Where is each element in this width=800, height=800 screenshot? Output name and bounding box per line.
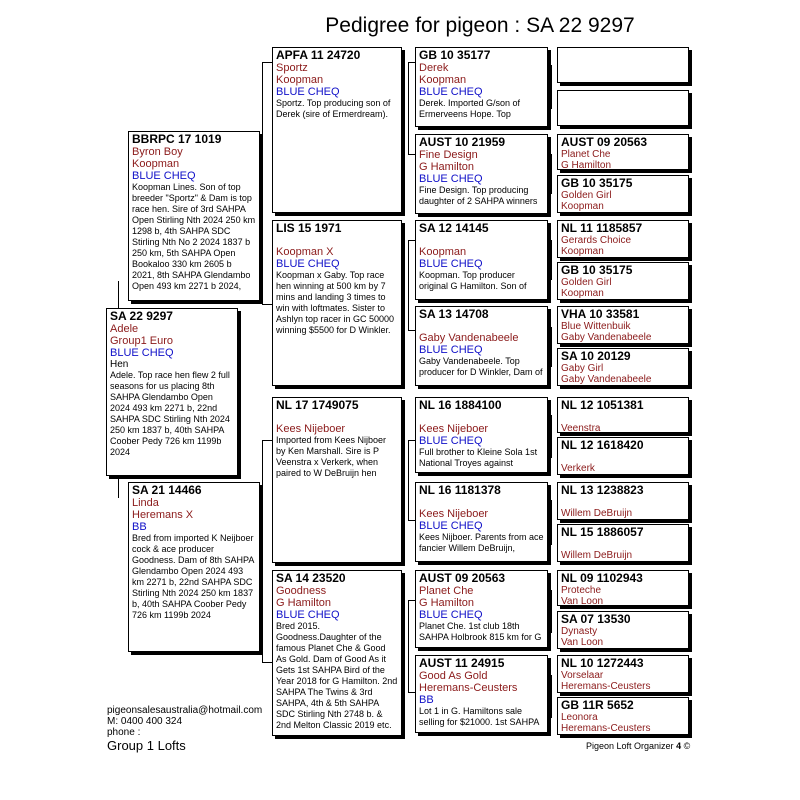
ancestor-card[interactable]	[557, 90, 689, 126]
bird-color: BLUE CHEQ	[419, 520, 483, 532]
software-credit	[586, 741, 690, 751]
ring-number: APFA 11 24720	[276, 48, 361, 62]
bird-notes: Fine Design. Top producing daughter of 2 SAHPA winners	[419, 185, 538, 206]
bird-name: Vorselaar	[561, 670, 604, 681]
bird-color: BLUE CHEQ	[419, 609, 483, 621]
ring-number: AUST 09 20563	[561, 135, 648, 149]
bird-name: Good As Gold	[419, 670, 488, 682]
bird-notes: Koopman x Gaby. Top race hen winning at 500 km by 7 mins and landing 3 times to win with loftmates. Sister to Ashlyn top racer in GC 50000 winning $5500 for D Winkler.	[276, 270, 395, 335]
grandparent-card[interactable]	[272, 220, 402, 386]
bird-name: Adele	[110, 323, 139, 335]
bird-color: BB	[419, 694, 434, 706]
great-grandparent-card[interactable]	[415, 397, 548, 473]
bird-owner: Koopman	[561, 246, 604, 257]
ancestor-card[interactable]	[557, 697, 689, 735]
connector-line	[408, 240, 409, 330]
bird-owner: Gaby Vandenabeele	[419, 332, 519, 344]
bird-color: BLUE CHEQ	[132, 170, 196, 182]
bird-owner: Van Loon	[561, 637, 604, 648]
connector-line	[118, 281, 119, 308]
connector-line	[262, 440, 272, 441]
ring-number: BBRPC 17 1019	[132, 132, 222, 146]
ring-number: SA 07 13530	[561, 612, 631, 626]
ancestor-card[interactable]	[557, 47, 689, 83]
bird-owner: G Hamilton	[276, 597, 332, 609]
bird-name: Gerards Choice	[561, 235, 632, 246]
connector-line	[551, 240, 552, 280]
bird-color: BLUE CHEQ	[276, 609, 340, 621]
connector-line	[408, 240, 415, 241]
subject-card[interactable]	[106, 308, 238, 476]
bird-name: Planet Che	[561, 149, 611, 160]
bird-owner: G Hamilton	[419, 597, 475, 609]
ring-number: SA 10 20129	[561, 349, 631, 363]
bird-name: Blue Wittenbuik	[561, 321, 631, 332]
bird-color: BLUE CHEQ	[419, 173, 483, 185]
bird-owner: Verkerk	[561, 463, 595, 474]
bird-owner: G Hamilton	[561, 160, 612, 170]
connector-line	[551, 675, 552, 718]
bird-name: Goodness	[276, 585, 327, 597]
software-name: Pigeon Loft Organizer	[586, 741, 674, 751]
connector-line	[408, 330, 415, 331]
bird-notes: Kees Nijboer. Parents from ace fancier Willem DeBruijn,	[419, 532, 544, 553]
ring-number: AUST 09 20563	[419, 571, 506, 585]
connector-line	[408, 62, 415, 63]
ring-number: NL 13 1238823	[561, 483, 644, 497]
bird-owner: Koopman	[419, 246, 467, 258]
ring-number: SA 22 9297	[110, 309, 173, 323]
connector-line	[408, 62, 409, 154]
connector-line	[408, 440, 409, 520]
ring-number: SA 12 14145	[419, 221, 489, 235]
great-grandparent-card[interactable]	[415, 134, 548, 214]
ancestor-card[interactable]	[557, 220, 689, 258]
bird-owner: Willem DeBruijn	[561, 550, 633, 561]
connector-line	[408, 692, 415, 693]
bird-owner: Koopman X	[276, 246, 334, 258]
bird-name: Byron Boy	[132, 146, 183, 158]
bird-owner: Group1 Euro	[110, 335, 173, 347]
connector-line	[408, 154, 415, 155]
ring-number: GB 11R 5652	[561, 698, 634, 712]
ancestor-card[interactable]	[557, 175, 689, 213]
ring-number: GB 10 35175	[561, 176, 633, 190]
bird-name: Gaby Girl	[561, 363, 604, 374]
connector-line	[262, 62, 263, 304]
connector-line	[551, 500, 552, 545]
software-version: 4	[676, 741, 682, 751]
bird-owner: Kees Nijeboer	[419, 423, 489, 435]
bird-owner: Gaby Vandenabeele	[561, 332, 652, 343]
ancestor-card[interactable]	[557, 134, 689, 170]
ring-number: AUST 11 24915	[419, 656, 505, 670]
bird-owner: Koopman	[419, 74, 467, 86]
bird-owner: Koopman	[561, 288, 604, 299]
ring-number: NL 12 1051381	[561, 398, 644, 412]
bird-notes: Sportz. Top producing son of Derek (sire of Ermerdream).	[276, 98, 391, 119]
bird-name: Fine Design	[419, 149, 478, 161]
ancestor-card[interactable]	[557, 348, 689, 386]
bird-owner: Kees Nijeboer	[419, 508, 489, 520]
bird-name: Leonora	[561, 712, 598, 723]
ring-number: NL 12 1618420	[561, 438, 644, 452]
bird-name: Derek	[419, 62, 449, 74]
bird-color: BLUE CHEQ	[419, 344, 483, 356]
contact-mobile: M: 0400 400 324	[107, 716, 183, 727]
connector-line	[551, 590, 552, 633]
bird-color: BLUE CHEQ	[419, 258, 483, 270]
bird-owner: Kees Nijeboer	[276, 423, 346, 435]
bird-notes: Imported from Kees Nijboer by Ken Marshall. Sire is P Veenstra x Verkerk, when paired to W DeBruijn hen	[276, 435, 387, 478]
grandparent-card[interactable]	[272, 570, 402, 736]
ring-number: NL 09 1102943	[561, 571, 643, 585]
ring-number: NL 15 1886057	[561, 525, 644, 539]
bird-color: BLUE CHEQ	[110, 347, 174, 359]
ring-number: NL 17 1749075	[276, 398, 359, 412]
ring-number: NL 11 1185857	[561, 221, 643, 235]
connector-line	[551, 154, 552, 194]
connector-line	[408, 520, 415, 521]
contact-phone: phone :	[107, 727, 141, 738]
bird-name: Golden Girl	[561, 277, 612, 288]
ancestor-card[interactable]	[557, 611, 689, 649]
ancestor-card[interactable]	[557, 482, 689, 520]
bird-owner: Koopman	[132, 158, 180, 170]
bird-sex: Hen	[110, 359, 129, 370]
connector-line	[262, 304, 272, 305]
connector-line	[551, 65, 552, 109]
ancestor-card[interactable]	[557, 262, 689, 300]
bird-owner: Heremans-Ceusters	[419, 682, 518, 694]
connector-line	[551, 327, 552, 367]
bird-notes: Adele. Top race hen flew 2 full seasons for us placing 8th SAHPA Glendambo Open 2024 493 km 2271 b, 22nd SAHPA SDC Stirling Nth 2024 250 km 1837 b, 40th SAHPA Coober Pedy 726 km 1199b 2024	[110, 370, 230, 457]
great-grandparent-card[interactable]	[415, 570, 548, 648]
ring-number: GB 10 35177	[419, 48, 491, 62]
ring-number: NL 16 1884100	[419, 398, 502, 412]
bird-notes: Planet Che. 1st club 18th SAHPA Holbrook 815 km for G	[419, 621, 542, 642]
ring-number: LIS 15 1971	[276, 221, 342, 235]
ancestor-card[interactable]	[557, 570, 689, 606]
ring-number: AUST 10 21959	[419, 135, 506, 149]
ring-number: SA 13 14708	[419, 307, 489, 321]
ancestor-card[interactable]	[557, 306, 689, 344]
bird-color: BLUE CHEQ	[419, 435, 483, 447]
ring-number: GB 10 35175	[561, 263, 633, 277]
ring-number: VHA 10 33581	[561, 307, 640, 321]
ancestor-card[interactable]	[557, 655, 689, 693]
bird-color: BLUE CHEQ	[276, 86, 340, 98]
great-grandparent-card[interactable]	[415, 306, 548, 386]
bird-owner: Heremans-Ceusters	[561, 723, 651, 734]
connector-line	[408, 440, 415, 441]
bird-owner: Koopman	[276, 74, 324, 86]
connector-line	[118, 476, 119, 498]
great-grandparent-card[interactable]	[415, 655, 548, 733]
bird-owner: Gaby Vandenabeele	[561, 374, 652, 385]
ring-number: SA 21 14466	[132, 483, 202, 497]
connector-line	[262, 662, 272, 663]
great-grandparent-card[interactable]	[415, 220, 548, 300]
bird-notes: Koopman Lines. Son of top breeder "Sportz" & Dam is top race hen. Sire of 3rd SAHPA Open Stirling Nth 2024 250 km 1298 b, 4th SAHPA SDC Stirling Nth No 2 2024 1837 b 250 km, 5th SAHPA Open Bookaloo 330 km 2605 b 2021, 8th SAHPA Glendambo Open 493 km 2271 b 2024,	[132, 182, 256, 291]
connector-line	[408, 600, 415, 601]
connector-line	[262, 62, 272, 63]
ring-number: NL 10 1272443	[561, 656, 644, 670]
bird-name: Golden Girl	[561, 190, 612, 201]
bird-name: Sportz	[276, 62, 308, 74]
bird-owner: Heremans-Ceusters	[561, 681, 651, 692]
bird-owner: Willem DeBruijn	[561, 508, 633, 519]
bird-notes: Bred 2015. Goodness.Daughter of the famous Planet Che & Good As Gold. Dam of Good As it Gets 1st SAHPA Bird of the Year 2018 for G Hamilton. 2nd SAHPA The Twins & 3rd SAHPA, 4th & 5th SAHPA SDC Stirling Nth 2748 b. & 2nd Melton Classic 2019 etc.	[276, 621, 398, 730]
bird-name: Linda	[132, 497, 159, 509]
great-grandparent-card[interactable]	[415, 482, 548, 562]
bird-name: Dynasty	[561, 626, 598, 637]
bird-color: BLUE CHEQ	[419, 86, 483, 98]
grandparent-card[interactable]	[272, 47, 402, 213]
ancestor-card[interactable]	[557, 437, 689, 475]
bird-notes: Lot 1 in G. Hamiltons sale selling for $21000. 1st SAHPA	[419, 706, 540, 727]
bird-notes: Derek. Imported G/son of Ermerveens Hope. Top	[419, 98, 521, 119]
great-grandparent-card[interactable]	[415, 47, 548, 127]
bird-owner: Van Loon	[561, 596, 604, 606]
bird-color: BLUE CHEQ	[276, 258, 340, 270]
bird-owner: Koopman	[561, 201, 604, 212]
copyright-symbol: ©	[683, 741, 691, 751]
page-title: Pedigree for pigeon : SA 22 9297	[325, 14, 635, 37]
bird-color: BB	[132, 521, 147, 533]
bird-name: Proteche	[561, 585, 602, 596]
bird-notes: Bred from imported K Neijboer cock & ace producer Goodness. Dam of 8th SAHPA Glendambo Open 2024 493 km 2271 b, 22nd SAHPA SDC Stirling Nth 2024 250 km 1837 b, 40th SAHPA Coober Pedy 726 km 1199b 2024	[132, 533, 254, 620]
connector-line	[408, 600, 409, 692]
bird-notes: Koopman. Top producer original G Hamilton. Son of	[419, 270, 527, 291]
connector-line	[551, 415, 552, 458]
ring-number: SA 14 23520	[276, 571, 346, 585]
bird-name: Planet Che	[419, 585, 474, 597]
dam-card[interactable]	[128, 482, 260, 652]
ancestor-card[interactable]	[557, 397, 689, 433]
grandparent-card[interactable]	[272, 397, 402, 563]
ancestor-card[interactable]	[557, 524, 689, 562]
connector-line	[262, 440, 263, 662]
bird-owner: Veenstra	[561, 423, 601, 433]
contact-email[interactable]: pigeonsalesaustralia@hotmail.com	[107, 705, 263, 716]
bird-notes: Full brother to Kleine Sola 1st National Troyes against	[419, 447, 538, 468]
bird-owner: Heremans X	[132, 509, 194, 521]
bird-notes: Gaby Vandenabeele. Top producer for D Winkler, Dam of	[419, 356, 543, 377]
loft-name: Group 1 Lofts	[107, 738, 186, 753]
sire-card[interactable]	[128, 131, 260, 301]
bird-owner: G Hamilton	[419, 161, 475, 173]
ring-number: NL 16 1181378	[419, 483, 501, 497]
